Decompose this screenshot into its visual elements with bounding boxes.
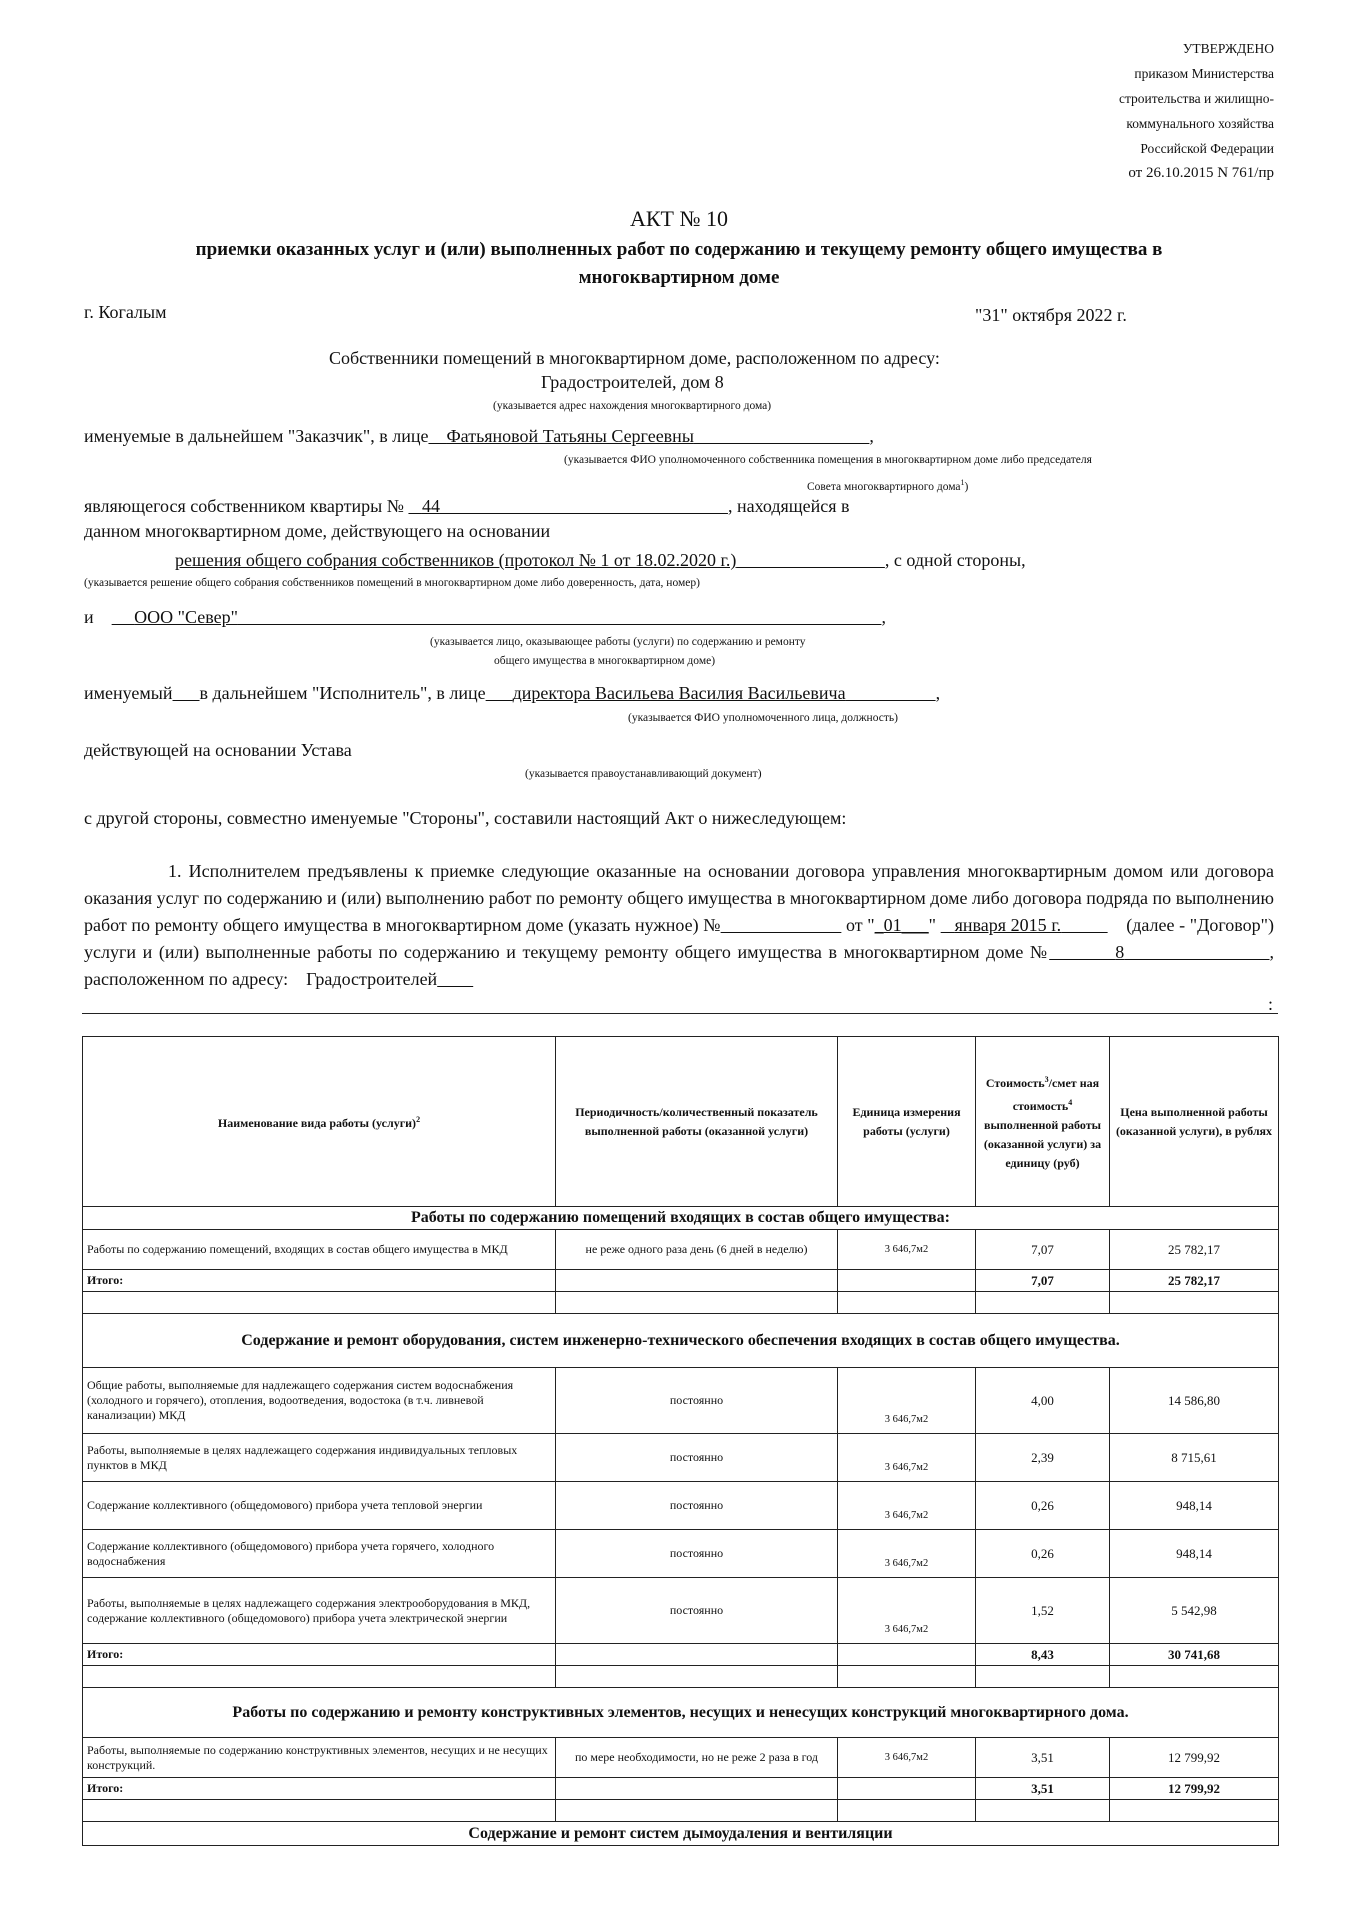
empty-cell [556,1666,838,1688]
work-cost: 1,52 [976,1578,1110,1644]
section-title-row [83,1822,1279,1846]
street-field [437,969,473,989]
p1-text-a: 1. Исполнителем предъявлены к приемке следующие оказанные на основании договора управления многоквартирным домом или договора оказания услуг по содержанию и (или) выполнению работ по ремонту общего имущества в многоквартирном доме либо договора подряда по выполнению работ по ремонту общего имущества в многоквартирном доме (указать нужное) № [84,861,1274,935]
owner-line [84,496,850,517]
house-number: 8 [1115,942,1125,962]
empty-cell [83,1292,556,1314]
paragraph-1: 1. Исполнителем предъявлены к приемке следующие оказанные на основании договора управления многоквартирным домом или договора оказания услуг по содержанию и (или) выполнению работ по ремонту общего имущества в многоквартирном доме либо договора подряда по выполнению работ по ремонту общего имущества в многоквартирном доме (указать нужное) № от "_01___" января 2015 г. (далее - "Договор") услуги и (или) выполненные работы по содержанию и текущему ремонту общего имущества в многоквартирном доме № 8 , расположенном по адресу: Градостроителей [84,861,1275,989]
work-price: 12 799,92 [1110,1738,1279,1778]
house-number-field [1049,942,1269,962]
contractor-note-2: общего имущества в многоквартирном доме) [494,655,716,667]
executor-note: (указывается ФИО уполномоченного лица, должность) [628,712,898,724]
contract-day-field: _01___ [874,915,929,935]
work-period: не реже одного раза день (6 дней в неделю) [556,1230,838,1270]
empty-cell [83,1800,556,1822]
empty-cell [556,1292,838,1314]
total-cost: 7,07 [976,1270,1110,1292]
total-row [83,1778,1279,1800]
work-period: постоянно [556,1482,838,1530]
basis-doc: решения общего собрания собственников (протокол № 1 от 18.02.2020 г.) [175,550,737,570]
header-unit: Единица измерения работы (услуги) [838,1037,976,1207]
executor-prefix-1: именуемый [84,683,173,703]
empty-cell [556,1644,838,1666]
work-cost: 3,51 [976,1738,1110,1778]
total-cost: 3,51 [976,1778,1110,1800]
table-row [83,1578,1279,1644]
table-row [83,1230,1279,1270]
work-name: Работы, выполняемые в целях надлежащего содержания электрооборудования в МКД, содержание коллективного (общедомового) прибора учета электрической энергии [83,1578,556,1644]
header-cost-c: выполненной работы (оказанной услуги) за единицу (руб) [983,1118,1102,1170]
executor-person: директора Васильева Василия Васильевича [512,683,846,703]
customer-name-field [428,426,869,446]
section-title: Содержание и ремонт систем дымоудаления и вентиляции [83,1822,1279,1846]
address-rule [82,1013,1278,1014]
contract-day: 01 [883,915,902,935]
basis-suffix: , с одной стороны, [884,550,1026,570]
total-cost: 8,43 [976,1644,1110,1666]
executor-line: именуемый в дальнейшем "Исполнитель", в лице директора Васильева Василия Васильевича , [84,683,941,703]
total-price: 12 799,92 [1110,1778,1279,1800]
work-period: постоянно [556,1434,838,1482]
acting-basis: действующей на основании Устава [84,740,352,760]
approval-line: коммунального хозяйства [1126,116,1274,131]
work-unit: 3 646,7м2 [838,1578,976,1644]
total-price: 30 741,68 [1110,1644,1279,1666]
work-name: Содержание коллективного (общедомового) прибора учета тепловой энергии [83,1482,556,1530]
header-cost-b: /смет ная стоимость [1012,1076,1100,1113]
act-date: "31" октября 2022 г. [975,305,1127,325]
approval-line: строительства и жилищно- [1119,91,1274,106]
work-cost: 2,39 [976,1434,1110,1482]
customer-note-2-text: Совета многоквартирного дома [807,480,961,493]
empty-cell [838,1292,976,1314]
approval-line: УТВЕРЖДЕНО [1182,41,1274,56]
work-cost: 0,26 [976,1482,1110,1530]
owners-line: Собственники помещений в многоквартирном доме, расположенном по адресу: [329,348,940,368]
header-price: Цена выполненной работы (оказанной услуги), в рублях [1110,1037,1279,1207]
empty-cell [556,1778,838,1800]
section-title-row [83,1688,1279,1738]
customer-note-1: (указывается ФИО уполномоченного собственника помещения в многоквартирном доме либо председателя [564,454,1092,466]
acting-note: (указывается правоустанавливающий документ) [525,768,762,780]
section-title: Работы по содержанию и ремонту конструктивных элементов, несущих и ненесущих конструкций многоквартирного дома. [83,1688,1279,1738]
approval-line: Российской Федерации [1140,141,1274,156]
empty-cell [1110,1800,1279,1822]
work-cost: 7,07 [976,1230,1110,1270]
total-label: Итого: [83,1644,556,1666]
customer-prefix: именуемые в дальнейшем "Заказчик", в лице [84,426,429,446]
customer-note-2 [807,478,968,493]
contract-month-field [941,915,1108,935]
basis-note: (указывается решение общего собрания собственников помещений в многоквартирном доме либо доверенность, дата, номер) [84,577,700,589]
customer-name: Фатьяновой Татьяны Сергеевны [446,426,694,446]
act-subtitle-text: приемки оказанных услуг и (или) выполненных работ по содержанию и текущему ремонту общего имущества в многоквартирном доме [195,239,1163,288]
works-table [82,1036,1279,1846]
total-label: Итого: [83,1270,556,1292]
work-unit: 3 646,7м2 [838,1368,976,1434]
empty-cell [838,1778,976,1800]
work-unit: 3 646,7м2 [838,1482,976,1530]
table-row [83,1482,1279,1530]
empty-cell [838,1644,976,1666]
work-period: постоянно [556,1578,838,1644]
basis-doc-line [175,550,1026,571]
empty-cell [976,1800,1110,1822]
section-title-row [83,1314,1279,1368]
apartment-number: 44 [421,496,440,516]
empty-cell [556,1800,838,1822]
contractor-line: и ООО "Север" , [84,607,886,627]
work-unit: 3 646,7м2 [838,1738,976,1778]
section-title: Работы по содержанию помещений входящих в состав общего имущества: [83,1207,1279,1230]
executor-gap [173,683,200,703]
other-side-line: с другой стороны, совместно именуемые "Стороны", составили настоящий Акт о нижеследующем: [84,808,847,828]
table-row [83,1368,1279,1434]
table-header-row [83,1037,1279,1207]
footnote-3-mark: 3 [1044,1075,1049,1084]
footnote-1-mark: 1 [960,478,965,487]
address-colon: : [1268,994,1274,1014]
work-period: постоянно [556,1368,838,1434]
empty-cell [976,1666,1110,1688]
contractor-name: ООО "Север" [134,607,238,627]
header-period: Периодичность/количественный показатель выполненной работы (оказанной услуги) [556,1037,838,1207]
owner-prefix: являющегося собственником квартиры № [84,496,404,516]
work-price: 948,14 [1110,1530,1279,1578]
empty-cell [1110,1666,1279,1688]
work-cost: 0,26 [976,1530,1110,1578]
contractor-note-1: (указывается лицо, оказывающее работы (услуги) по содержанию и ремонту [430,636,806,648]
work-name: Работы, выполняемые в целях надлежащего содержания индивидуальных тепловых пунктов в МКД [83,1434,556,1482]
p1-text-b: от [846,915,863,935]
header-name [83,1037,556,1207]
contract-month: января 2015 г. [954,915,1062,935]
total-price: 25 782,17 [1110,1270,1279,1292]
customer-note-close: ) [964,480,969,493]
approval-line: от 26.10.2015 N 761/пр [1128,165,1274,181]
city: г. Когалым [84,302,167,322]
empty-cell [556,1270,838,1292]
header-cost [976,1037,1110,1207]
header-name-text: Наименование вида работы (услуги) [217,1116,417,1130]
empty-cell [838,1800,976,1822]
address: Градостроителей, дом 8 [541,372,724,392]
footnote-4-mark: 4 [1068,1098,1073,1107]
table-row [83,1434,1279,1482]
p1-text-c: (далее - "Договор") услуги и (или) выполненные работы по содержанию и текущему ремонту общего имущества в многоквартирном доме № [84,915,1275,962]
work-price: 5 542,98 [1110,1578,1279,1644]
work-price: 25 782,17 [1110,1230,1279,1270]
spacer-row [83,1666,1279,1688]
street-name: Градостроителей [306,969,438,989]
empty-cell [838,1270,976,1292]
table-row [83,1738,1279,1778]
work-unit: 3 646,7м2 [838,1434,976,1482]
work-price: 8 715,61 [1110,1434,1279,1482]
work-name: Работы по содержанию помещений, входящих в состав общего имущества в МКД [83,1230,556,1270]
section-title-row [83,1207,1279,1230]
empty-cell [1110,1292,1279,1314]
executor-field [486,683,936,703]
header-cost-a: Стоимость [985,1076,1045,1090]
contract-number-field [721,915,842,935]
spacer-row [83,1292,1279,1314]
total-label: Итого: [83,1778,556,1800]
work-period: постоянно [556,1530,838,1578]
act-subtitle [0,236,1358,292]
basis-line: данном многоквартирном доме, действующего на основании [84,521,551,541]
work-price: 948,14 [1110,1482,1279,1530]
work-period: по мере необходимости, но не реже 2 раза в год [556,1738,838,1778]
work-cost: 4,00 [976,1368,1110,1434]
empty-cell [976,1292,1110,1314]
work-price: 14 586,80 [1110,1368,1279,1434]
footnote-2-mark: 2 [416,1115,421,1124]
contractor-field [112,607,882,627]
total-row [83,1644,1279,1666]
section-title: Содержание и ремонт оборудования, систем инженерно-технического обеспечения входящих в состав общего имущества. [83,1314,1279,1368]
basis-doc-field [175,550,885,570]
approval-line: приказом Министерства [1134,66,1274,81]
approval-block [1119,36,1274,186]
p1-text-d: , расположенном по адресу: [84,942,1274,989]
work-name: Работы, выполняемые по содержанию конструктивных элементов, несущих и не несущих конструкций. [83,1738,556,1778]
customer-line: именуемые в дальнейшем "Заказчик", в лице Фатьяновой Татьяны Сергеевны , [84,426,874,446]
and-label: и [84,607,94,627]
table-row [83,1530,1279,1578]
spacer-row [83,1800,1279,1822]
work-name: Общие работы, выполняемые для надлежащего содержания систем водоснабжения (холодного и горячего), отопления, водоотведения, водостока (в т.ч. ливневой канализации) МКД [83,1368,556,1434]
empty-cell [83,1666,556,1688]
work-unit: 3 646,7м2 [838,1530,976,1578]
executor-prefix-2: в дальнейшем "Исполнитель", в лице [199,683,486,703]
address-note: (указывается адрес нахождения многоквартирного дома) [493,400,772,412]
apartment-field [408,496,728,516]
act-title: АКТ № 10 [630,206,728,231]
work-unit: 3 646,7м2 [838,1230,976,1270]
owner-suffix: , находящейся в [727,496,850,516]
work-name: Содержание коллективного (общедомового) прибора учета горячего, холодного водоснабжения [83,1530,556,1578]
empty-cell [838,1666,976,1688]
total-row [83,1270,1279,1292]
